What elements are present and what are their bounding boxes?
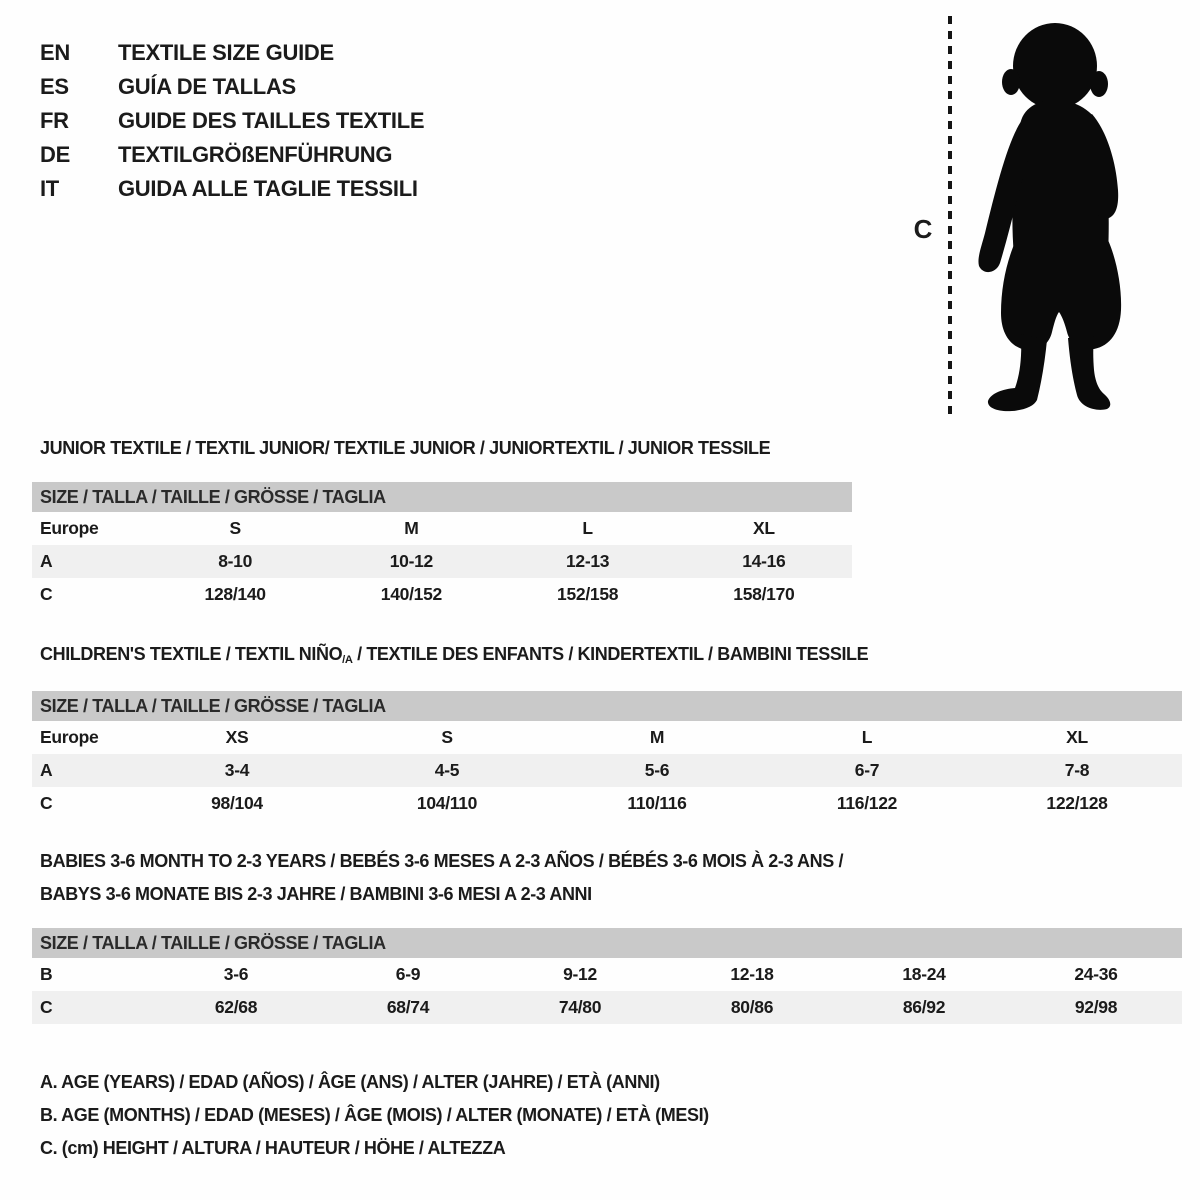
row-label: Europe	[40, 727, 99, 747]
size-cell: M	[649, 727, 665, 747]
children-heading-subscript: /A	[342, 654, 353, 667]
lang-row-it	[40, 172, 424, 206]
age-cell: 7-8	[1064, 760, 1090, 780]
height-cell: 128/140	[204, 584, 266, 604]
height-cell: 104/110	[416, 793, 478, 813]
height-cell: 110/116	[627, 793, 687, 813]
table-row-europe	[32, 721, 1182, 754]
height-cell: 122/128	[1046, 793, 1108, 813]
age-cell: 8-10	[218, 551, 253, 571]
height-cell: 152/158	[557, 584, 619, 604]
height-cell: 116/122	[836, 793, 898, 813]
age-cell: 10-12	[389, 551, 433, 571]
size-cell: M	[404, 518, 419, 538]
height-cell: 74/80	[558, 997, 602, 1017]
size-cell: XL	[752, 518, 775, 538]
lang-title: GUIDE DES TAILLES TEXTILE	[118, 108, 425, 133]
babies-section-heading-line2: BABYS 3-6 MONATE BIS 2-3 JAHRE / BAMBINI 3-6 MESI A 2-3 ANNI	[40, 884, 592, 904]
age-cell: 6-7	[854, 760, 880, 780]
legend-height-cm: C. (cm) HEIGHT / ALTURA / HAUTEUR / HÖHE / ALTEZZA	[40, 1138, 506, 1158]
lang-row-fr	[40, 104, 424, 138]
lang-row-en	[40, 36, 424, 70]
legend-age-years: A. AGE (YEARS) / EDAD (AÑOS) / ÂGE (ANS) / ALTER (JAHRE) / ETÀ (ANNI)	[40, 1072, 660, 1092]
lang-code: FR	[40, 108, 69, 133]
age-cell: 14-16	[742, 551, 786, 571]
table-row-age-months	[32, 958, 1182, 991]
children-heading-post: / TEXTILE DES ENFANTS / KINDERTEXTIL / BAMBINI TESSILE	[352, 644, 869, 664]
height-cell: 80/86	[730, 997, 774, 1017]
size-cell: XL	[1066, 727, 1088, 747]
height-dashed-line	[948, 16, 952, 420]
legend-age-months: B. AGE (MONTHS) / EDAD (MESES) / ÂGE (MOIS) / ALTER (MONATE) / ETÀ (MESI)	[40, 1105, 709, 1125]
lang-row-es	[40, 70, 424, 104]
table-row-height	[32, 991, 1182, 1024]
babies-section-heading-line1: BABIES 3-6 MONTH TO 2-3 YEARS / BEBÉS 3-6 MESES A 2-3 AÑOS / BÉBÉS 3-6 MOIS À 2-3 ANS /	[40, 851, 844, 871]
age-cell: 6-9	[395, 964, 421, 984]
row-label: A	[40, 760, 53, 780]
age-cell: 3-4	[224, 760, 250, 780]
junior-size-table	[32, 482, 852, 611]
height-cell: 140/152	[380, 584, 442, 604]
row-label: Europe	[40, 518, 99, 538]
babies-table-band: SIZE / TALLA / TAILLE / GRÖSSE / TAGLIA	[32, 928, 1182, 958]
lang-title: GUIDA ALLE TAGLIE TESSILI	[118, 176, 418, 201]
table-row-height	[32, 787, 1182, 820]
row-label: C	[40, 793, 53, 813]
size-cell: S	[229, 518, 241, 538]
lang-code: IT	[40, 176, 59, 201]
children-section-heading	[40, 644, 868, 665]
children-size-table	[32, 691, 1182, 820]
children-heading-pre: CHILDREN'S TEXTILE / TEXTIL NIÑO	[40, 644, 343, 664]
age-cell: 4-5	[434, 760, 460, 780]
table-row-age-years	[32, 754, 1182, 787]
height-cell: 86/92	[902, 997, 946, 1017]
age-cell: 18-24	[902, 964, 946, 984]
table-row-europe	[32, 512, 852, 545]
height-cell: 68/74	[386, 997, 430, 1017]
language-title-block	[40, 36, 424, 206]
height-cell: 62/68	[214, 997, 258, 1017]
junior-table-band: SIZE / TALLA / TAILLE / GRÖSSE / TAGLIA	[32, 482, 852, 512]
lang-row-de	[40, 138, 424, 172]
size-cell: L	[582, 518, 593, 538]
age-cell: 24-36	[1074, 964, 1118, 984]
row-label: C	[40, 584, 53, 604]
age-cell: 9-12	[563, 964, 597, 984]
lang-title: TEXTILGRÖßENFÜHRUNG	[118, 142, 393, 167]
lang-code: DE	[40, 142, 70, 167]
babies-size-table	[32, 928, 1182, 1024]
size-cell: XS	[225, 727, 249, 747]
row-label: C	[40, 997, 53, 1017]
table-row-height	[32, 578, 852, 611]
table-row-age-years	[32, 545, 852, 578]
age-cell: 3-6	[223, 964, 249, 984]
lang-code: EN	[40, 40, 70, 65]
children-table-band: SIZE / TALLA / TAILLE / GRÖSSE / TAGLIA	[32, 691, 1182, 721]
size-cell: S	[441, 727, 453, 747]
age-cell: 5-6	[644, 760, 670, 780]
age-cell: 12-18	[730, 964, 774, 984]
height-cell: 158/170	[733, 584, 795, 604]
lang-title: GUÍA DE TALLAS	[118, 74, 296, 99]
row-label: B	[40, 964, 53, 984]
junior-section-heading: JUNIOR TEXTILE / TEXTIL JUNIOR/ TEXTILE JUNIOR / JUNIORTEXTIL / JUNIOR TESSILE	[40, 438, 771, 458]
row-label: A	[40, 551, 53, 571]
toddler-silhouette	[958, 18, 1148, 418]
legend-block	[40, 1066, 709, 1165]
size-cell: L	[861, 727, 873, 747]
height-cell: 92/98	[1074, 997, 1118, 1017]
height-cell: 98/104	[211, 793, 263, 813]
height-measure-label: C	[913, 214, 933, 244]
lang-code: ES	[40, 74, 69, 99]
age-cell: 12-13	[565, 551, 610, 571]
lang-title: TEXTILE SIZE GUIDE	[118, 40, 334, 65]
